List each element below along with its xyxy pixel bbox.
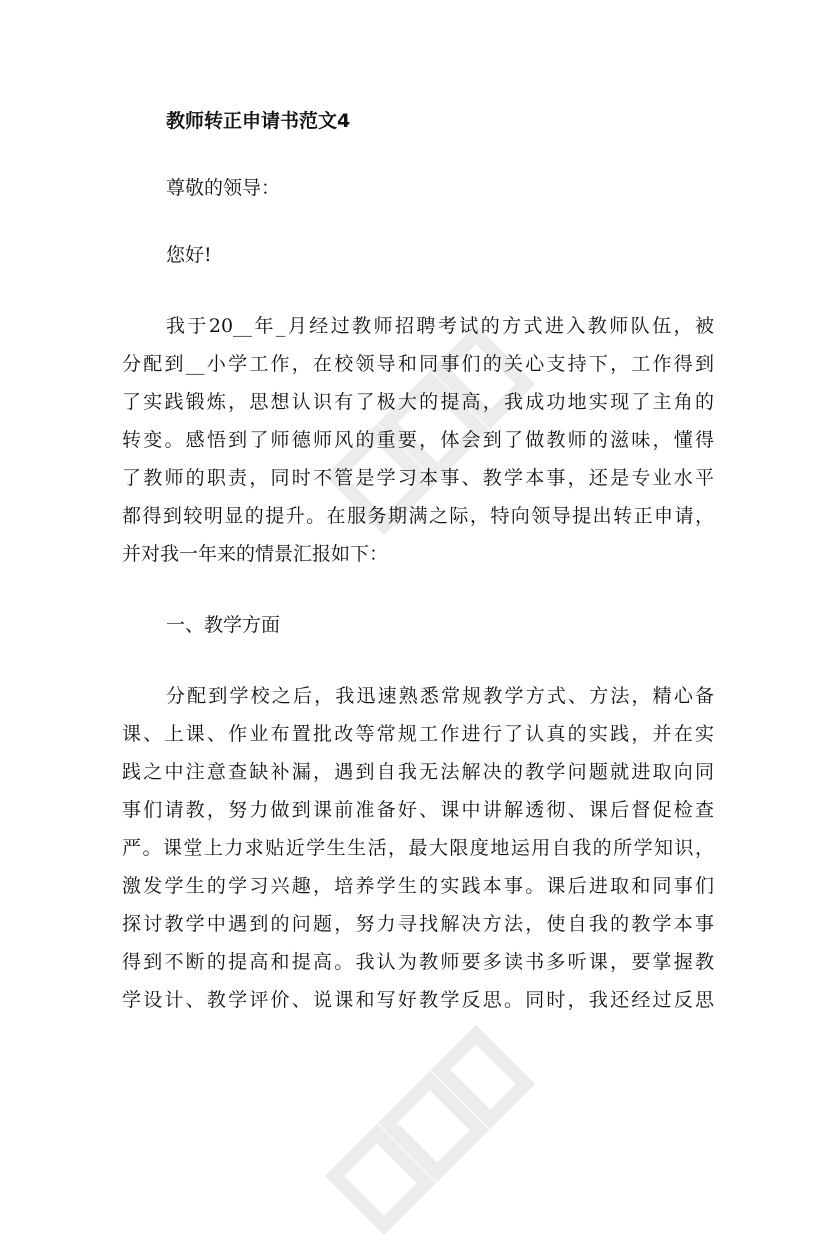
paragraph-line: 课、上课、作业布置批改等常规工作进行了认真的实践，并在实: [122, 723, 714, 745]
paragraph-line: 了实践锻炼，思想认识有了极大的提高，我成功地实现了主角的: [122, 391, 714, 413]
watermark-stamp-icon: [300, 1000, 560, 1260]
document-title: 教师转正申请书范文4: [166, 110, 351, 132]
paragraph-line: 探讨教学中遇到的问题，努力寻找解决方法，使自我的教学本事: [122, 913, 714, 935]
greeting: 您好!: [166, 244, 212, 266]
paragraph-line: 转变。感悟到了师德师风的重要，体会到了做教师的滋味，懂得: [122, 429, 714, 451]
paragraph-line: 分配到学校之后，我迅速熟悉常规教学方式、方法，精心备: [166, 685, 714, 707]
section-heading-teaching: 一、教学方面: [166, 614, 281, 636]
paragraph-line: 践之中注意查缺补漏，遇到自我无法解决的教学问题就进取向同: [122, 761, 714, 783]
salutation: 尊敬的领导：: [166, 177, 281, 199]
paragraph-line: 严。课堂上力求贴近学生生活，最大限度地运用自我的所学知识，: [122, 837, 714, 859]
paragraph-intro: [122, 307, 714, 573]
paragraph-line: 并对我一年来的情景汇报如下：: [122, 543, 389, 565]
paragraph-teaching: [122, 677, 714, 1019]
paragraph-line: 事们请教，努力做到课前准备好、课中讲解透彻、课后督促检查: [122, 799, 714, 821]
paragraph-line: 激发学生的学习兴趣，培养学生的实践本事。课后进取和同事们: [122, 875, 714, 897]
paragraph-line: 了教师的职责，同时不管是学习本事、教学本事，还是专业水平: [122, 467, 714, 489]
paragraph-line: 分配到__小学工作，在校领导和同事们的关心支持下，工作得到: [122, 353, 714, 375]
paragraph-line: 得到不断的提高和提高。我认为教师要多读书多听课，要掌握教: [122, 951, 714, 973]
paragraph-line: 学设计、教学评价、说课和写好教学反思。同时，我还经过反思: [122, 989, 714, 1011]
paragraph-line: 我于20__年_月经过教师招聘考试的方式进入教师队伍，被: [166, 315, 714, 337]
paragraph-line: 都得到较明显的提升。在服务期满之际，特向领导提出转正申请，: [122, 505, 714, 527]
watermark-stamp-bottom: [300, 1000, 560, 1260]
document-body: [122, 106, 714, 1019]
